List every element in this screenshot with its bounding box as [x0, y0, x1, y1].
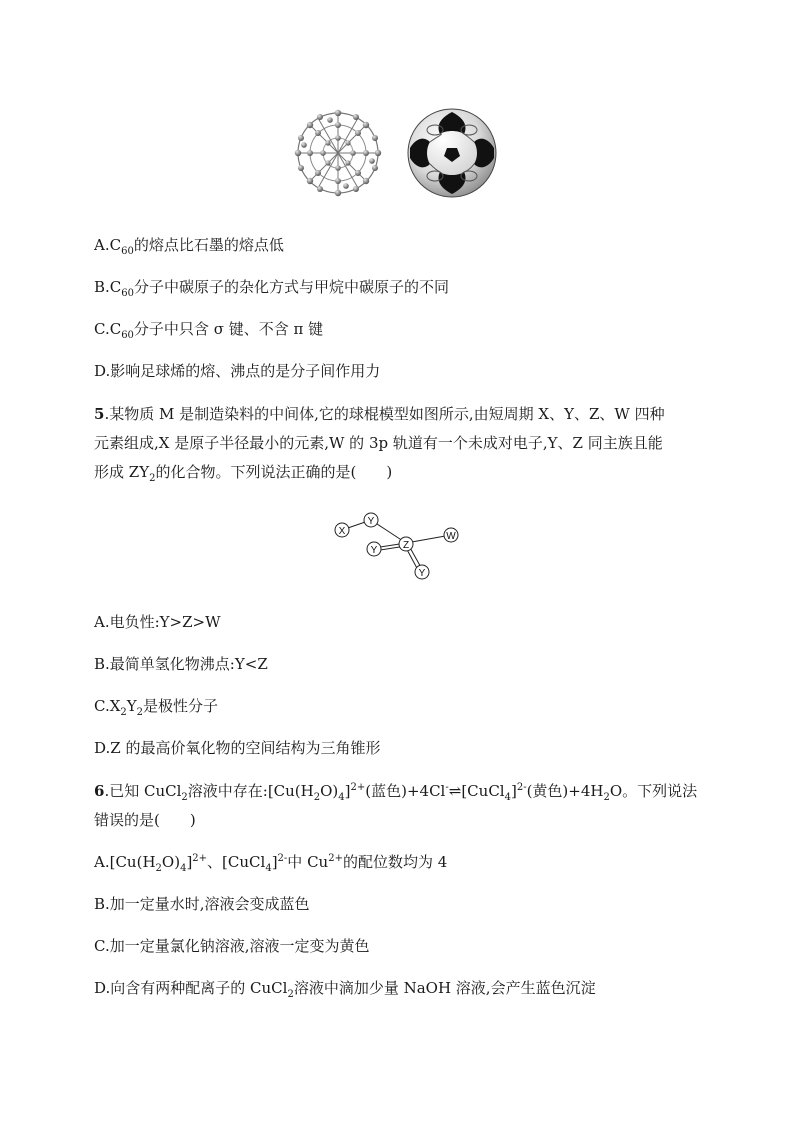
q5-option-a: A.电负性:Y>Z>W	[94, 613, 221, 631]
q4-option-a-text: A.C	[94, 236, 122, 254]
atom-w-label: W	[446, 531, 456, 542]
q6-option-a	[94, 851, 447, 873]
q5-stem-text-1: .某物质 M 是制造染料的中间体,它的球棍模型如图所示,由短周期 X、Y、Z、W 四种	[104, 405, 665, 423]
q5-option-c-y: Y	[126, 697, 137, 715]
q5-stem-line3	[94, 461, 392, 483]
atom-y-top-label: Y	[367, 516, 375, 527]
soccer-ball-image	[408, 109, 496, 197]
q4-option-b-text-2: 分子中碳原子的杂化方式与甲烷中碳原子的不同	[134, 278, 450, 296]
q6-option-c: C.加一定量氯化钠溶液,溶液一定变为黄色	[94, 937, 370, 955]
q5-option-d: D.Z 的最高价氧化物的空间结构为三角锥形	[94, 739, 381, 757]
q6-s6: 4	[338, 792, 345, 803]
atom-x-label: X	[338, 526, 346, 537]
q6-a13: 的配位数均为 4	[342, 853, 448, 871]
q6-option-d	[94, 977, 596, 999]
q6-a4: 4	[180, 863, 187, 874]
q4-option-c-text-2: 分子中只含 σ 键、不含 π 键	[133, 320, 324, 338]
q6-s17: 2	[603, 792, 610, 803]
q6-option-b: B.加一定量水时,溶液会变成蓝色	[94, 895, 310, 913]
q5-stem-line2: 元素组成,X 是原子半径最小的元素,W 的 3p 轨道有一个未成对电子,Y、Z 同主族且能	[94, 434, 663, 452]
q6-s7: ]	[344, 782, 351, 800]
q6-a8: 4	[265, 863, 272, 874]
q6-stem-line2: 错误的是( )	[94, 811, 196, 829]
q5-stem-line3-sub: 2	[149, 473, 156, 484]
q6-a6: 2+	[192, 853, 208, 864]
q5-ball-stick-model	[330, 508, 465, 583]
q6-s18: O。下列说法	[609, 782, 698, 800]
fullerene-figure	[290, 108, 505, 198]
q6-s14: ]	[510, 782, 517, 800]
q6-d2: 2	[287, 989, 294, 1000]
q6-s15: 2-	[516, 782, 527, 793]
q6-d1: D.向含有两种配离子的 CuCl	[94, 979, 288, 997]
q6-number: 6	[94, 782, 105, 800]
q6-s12: [CuCl	[461, 782, 505, 800]
atom-y-bottom-label: Y	[418, 568, 426, 579]
q6-s1: .已知 CuCl	[104, 782, 182, 800]
q6-d3: 溶液中滴加少量 NaOH 溶液,会产生蓝色沉淀	[293, 979, 596, 997]
q6-stem-line1	[94, 780, 697, 802]
q4-option-b-sub: 60	[121, 288, 135, 299]
q6-s4: 2	[313, 792, 321, 803]
q6-a12: 2+	[328, 853, 343, 864]
q6-s5: O)	[320, 782, 339, 800]
q4-option-a-text-2: 的熔点比石墨的熔点低	[133, 236, 284, 254]
q6-a7: 、[CuCl	[207, 853, 266, 871]
q4-option-b-text: B.C	[94, 278, 122, 296]
q5-number: 5	[94, 405, 105, 423]
q5-stem-line1	[94, 403, 665, 425]
q6-s13: 4	[504, 792, 511, 803]
q5-option-c-sub-1: 2	[120, 707, 127, 718]
q6-a1: A.[Cu(H	[94, 853, 156, 871]
atom-z-label: Z	[402, 540, 410, 551]
q6-s8: 2+	[350, 782, 366, 793]
q5-stem-line3-text: 形成 ZY	[94, 463, 150, 481]
q5-option-c-text: C.X	[94, 697, 121, 715]
q6-s10: -	[445, 782, 449, 793]
q6-s9: (蓝色)+4Cl	[365, 782, 446, 800]
q5-option-c-sub-2: 2	[136, 707, 144, 718]
q4-option-a	[94, 234, 284, 256]
q6-a11: 中 Cu	[287, 853, 329, 871]
q6-s16: (黄色)+4H	[526, 782, 604, 800]
q4-option-c-sub: 60	[121, 330, 134, 341]
q4-option-b	[94, 276, 449, 298]
q6-a5: ]	[186, 853, 193, 871]
atom-y-left-label: Y	[370, 545, 378, 556]
q4-option-d: D.影响足球烯的熔、沸点的是分子间作用力	[94, 362, 381, 380]
q6-equilibrium-arrow: ⇌	[448, 782, 462, 800]
q4-option-c-text: C.C	[94, 320, 122, 338]
q6-a9: ]	[271, 853, 278, 871]
q6-s3: 溶液中存在:[Cu(H	[187, 782, 314, 800]
q6-a2: 2	[155, 863, 162, 874]
q5-option-c-text-2: 是极性分子	[143, 697, 219, 715]
q5-stem-line3-text-2: 的化合物。下列说法正确的是( )	[155, 463, 393, 481]
c60-molecule-model	[295, 110, 381, 196]
q4-option-a-sub: 60	[121, 246, 134, 257]
q5-option-c	[94, 695, 218, 717]
q4-option-c	[94, 318, 323, 340]
q6-a10: 2-	[277, 853, 288, 864]
q6-a3: O)	[161, 853, 181, 871]
q6-s2: 2	[181, 792, 188, 803]
q5-option-b: B.最简单氢化物沸点:Y<Z	[94, 655, 268, 673]
